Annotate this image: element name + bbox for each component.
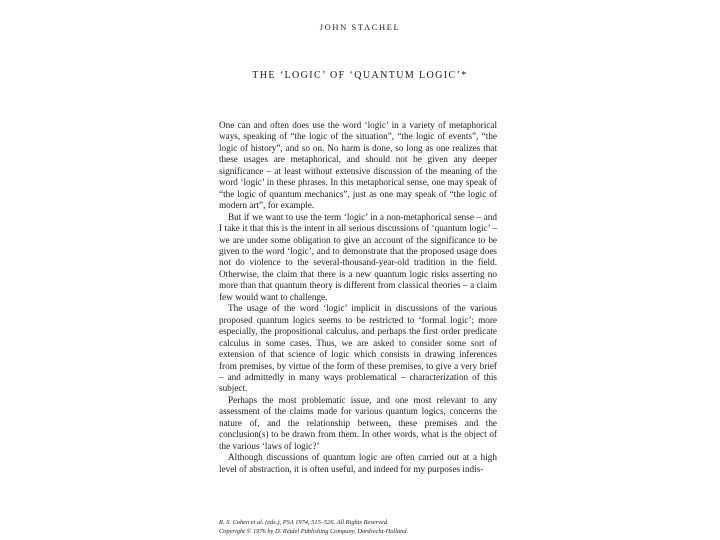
paragraph: The usage of the word ‘logic’ implicit in discussions of the various proposed quantum logics seems to be restricted to ‘formal logic’; more especially, the propositional calculus, and perhaps the first order predicate calculus in some cases. Thus, we are asked to consider some sort of extension of that science of logic which consists in drawing inferences from premises, by virtue of the form of these premises, to give a very brief – and admittedly in many ways problematical – characterization of this subject. [219, 303, 497, 394]
footer-citation: R. S. Cohen et al. (eds.), PSA 1974, 515–526. All Rights Reserved. [219, 519, 389, 526]
copyright-footer [219, 518, 499, 536]
paragraph: But if we want to use the term ‘logic’ in a non-metaphorical sense – and I take it that this is the intent in all serious discussions of ‘quantum logic’ – we are under some obligation to give an account of the significance to be given to the word ‘logic’, and to demonstrate that the proposed usage does not do violence to the several-thousand-year-old tradition in the field. Otherwise, the claim that there is a new quantum logic risks asserting no more than that quantum theory is different from classical theories – a claim few would want to challenge. [219, 211, 497, 302]
footer-copyright: Copyright © 1976 by D. Reidel Publishing Company, Dordrecht-Holland. [219, 528, 409, 535]
paragraph: One can and often does use the word ‘logic’ in a variety of metaphorical ways, speaking of “the logic of the situation”, “the logic of events”, “the logic of history”, and so on. No harm is done, so long as one realizes that these usages are metaphorical, and should not be given any deeper significance – at least without extensive discussion of the meaning of the word ‘logic’ in these phrases. In this metaphorical sense, one may speak of “the logic of quantum mechanics”, just as one may speak of “the logic of modern art”, for example. [219, 120, 497, 211]
article-title: THE ‘LOGIC’ OF ‘QUANTUM LOGIC’* [252, 70, 468, 81]
paragraph: Although discussions of quantum logic are often carried out at a high level of abstraction, it is often useful, and indeed for my purposes indis- [219, 452, 497, 474]
paragraph: Perhaps the most problematic issue, and one most relevant to any assessment of the claims made for various quantum logics, concerns the nature of, and the relationship between, these premises and the conclusion(s) to be drawn from them. In other words, what is the object of the various ‘laws of logic?’ [219, 394, 497, 451]
running-header-author: JOHN STACHEL [319, 22, 401, 32]
article-body [219, 120, 497, 475]
